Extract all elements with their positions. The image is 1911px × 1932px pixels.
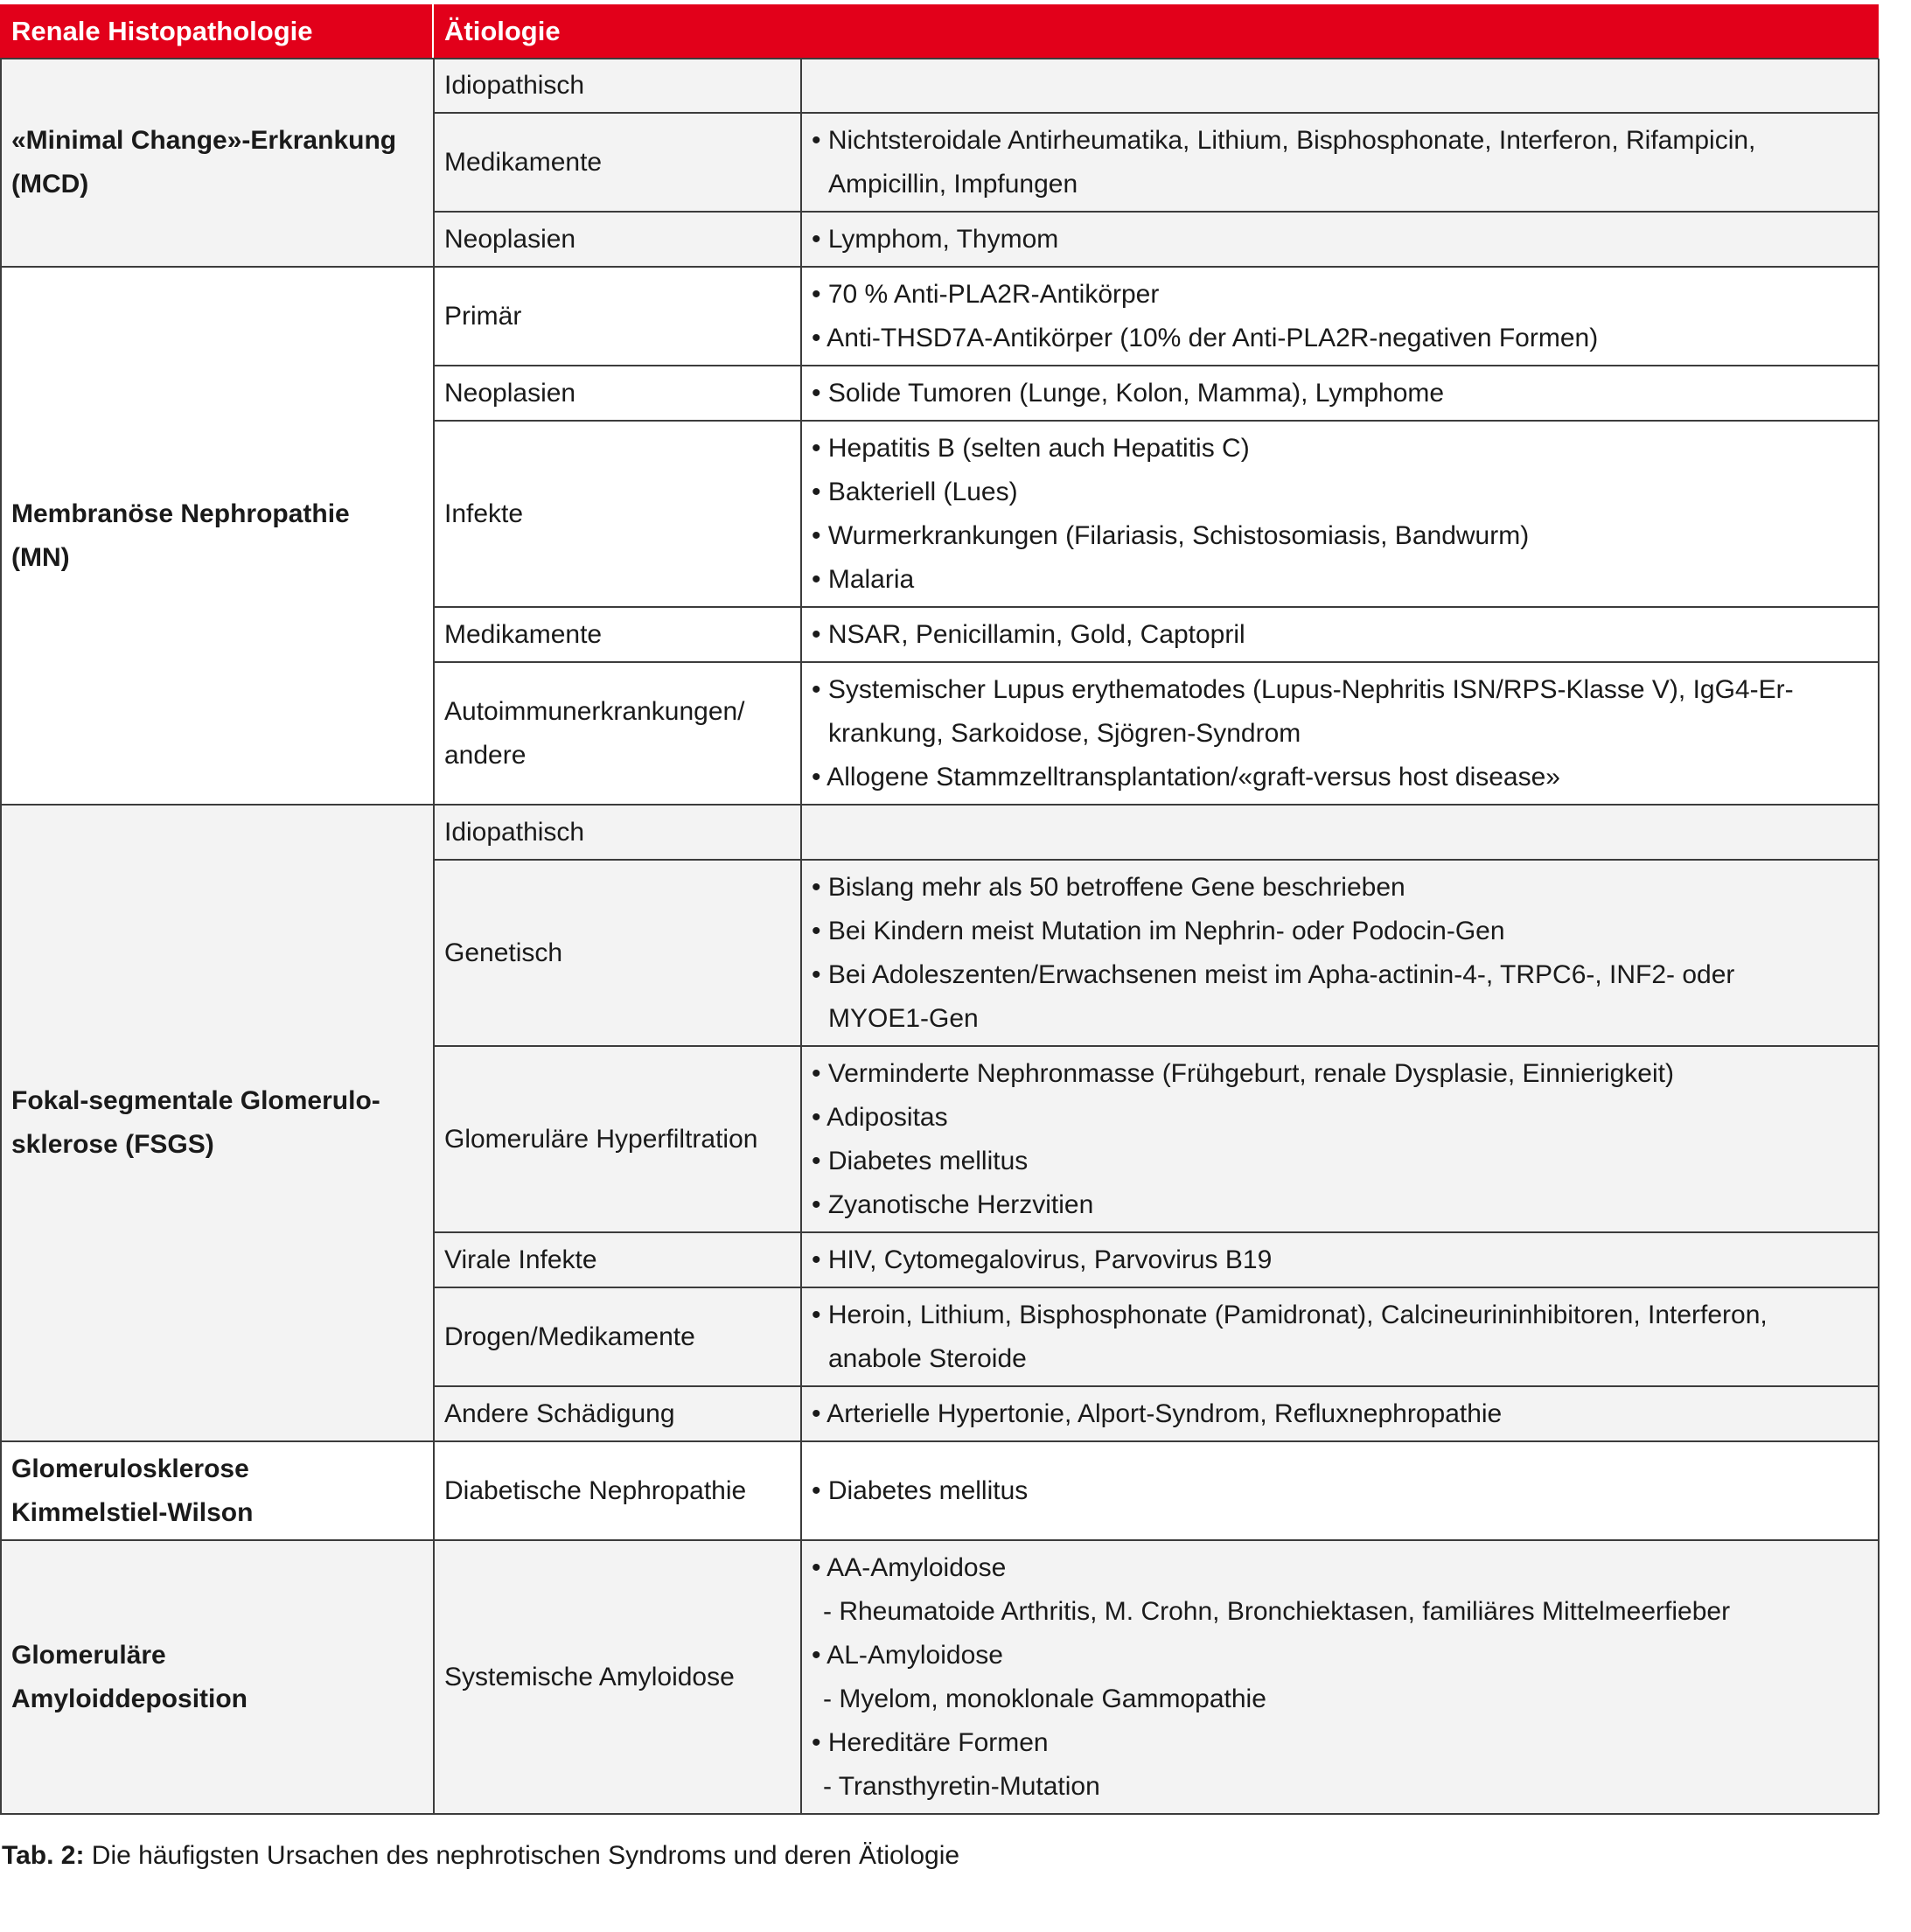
etiology-item: • Nichtsteroidale Antirheumatika, Lithium, Bisphosphonate, Interferon, Rifampicin,: [812, 125, 1756, 155]
etiology-item: • Allogene Stammzelltransplantation/«graft-versus host disease»: [812, 762, 1560, 792]
header-separator: [432, 4, 434, 59]
cause-label: Medikamente: [444, 147, 603, 177]
row-divider: [433, 112, 1879, 114]
etiology-item: • Arterielle Hypertonie, Alport-Syndrom, Refluxnephropathie: [812, 1398, 1503, 1428]
header-etiology: Ätiologie: [433, 4, 1879, 59]
caption-label: Tab. 2:: [2, 1841, 85, 1870]
row-divider: [433, 661, 1879, 663]
row-divider: [433, 211, 1879, 213]
table-caption: [2, 1837, 959, 1875]
row-divider: [433, 606, 1879, 608]
etiology-item: MYOE1-Gen: [828, 1003, 979, 1033]
etiology-item: - Rheumatoide Arthritis, M. Crohn, Bronchiektasen, familiäres Mittelmeerfieber: [823, 1596, 1731, 1626]
etiology-item: • Lymphom, Thymom: [812, 224, 1059, 254]
histopathology-title: (MN): [11, 542, 70, 572]
column-border: [1878, 59, 1880, 1814]
row-divider: [433, 1287, 1879, 1288]
cause-label: Autoimmunerkrankungen/: [444, 696, 745, 726]
cause-label: Primär: [444, 301, 522, 331]
etiology-item: • Heroin, Lithium, Bisphosphonate (Pamidronat), Calcineurininhibitoren, Interferon,: [812, 1300, 1768, 1329]
cause-label: Diabetische Nephropathie: [444, 1475, 747, 1505]
etiology-item: • Solide Tumoren (Lunge, Kolon, Mamma), Lymphome: [812, 378, 1445, 408]
header-histopathology: Renale Histopathologie: [0, 4, 433, 59]
row-divider: [433, 1385, 1879, 1387]
histopathology-title: Kimmelstiel-Wilson: [11, 1497, 254, 1527]
row-divider: [433, 1231, 1879, 1233]
cause-label: Virale Infekte: [444, 1245, 597, 1274]
row-divider: [433, 365, 1879, 366]
histopathology-title: Glomeruläre: [11, 1640, 166, 1670]
histopathology-title: sklerose (FSGS): [11, 1130, 214, 1159]
cause-label: Medikamente: [444, 619, 603, 649]
section-divider: [0, 1440, 1879, 1442]
etiology-item: • Bei Adoleszenten/Erwachsenen meist im Apha-actinin-4-, TRPC6-, INF2- oder: [812, 959, 1735, 989]
row-divider: [433, 859, 1879, 861]
etiology-item: krankung, Sarkoidose, Sjögren-Syndrom: [828, 718, 1301, 748]
etiology-item: • Bei Kindern meist Mutation im Nephrin- oder Podocin-Gen: [812, 916, 1505, 945]
etiology-item: • Diabetes mellitus: [812, 1146, 1029, 1175]
cause-label: Neoplasien: [444, 224, 576, 254]
histopathology-title: (MCD): [11, 170, 89, 199]
etiology-item: • Hereditäre Formen: [812, 1727, 1049, 1757]
row-divider: [433, 420, 1879, 422]
etiology-item: • Bislang mehr als 50 betroffene Gene beschrieben: [812, 872, 1405, 902]
row-divider: [433, 1045, 1879, 1047]
cause-label: Genetisch: [444, 938, 563, 967]
etiology-item: • Wurmerkrankungen (Filariasis, Schistosomiasis, Bandwurm): [812, 520, 1530, 550]
cause-label: Drogen/Medikamente: [444, 1322, 695, 1351]
cause-label: andere: [444, 740, 527, 770]
section-divider: [0, 1539, 1879, 1541]
etiology-item: • Malaria: [812, 564, 915, 594]
histopathology-title: Fokal-segmentale Glomerulo-: [11, 1086, 380, 1115]
cause-label: Idiopathisch: [444, 71, 585, 100]
etiology-item: • Zyanotische Herzvitien: [812, 1189, 1094, 1219]
etiology-item: • Anti-THSD7A-Antikörper (10% der Anti-PLA2R-negativen Formen): [812, 323, 1599, 352]
section-divider: [0, 58, 1879, 59]
column-border: [800, 59, 802, 1814]
cause-label: Infekte: [444, 499, 524, 528]
column-border: [433, 59, 435, 1814]
cause-label: Glomeruläre Hyperfiltration: [444, 1124, 758, 1154]
histopathology-title: Amyloiddeposition: [11, 1684, 248, 1713]
cause-label: Andere Schädigung: [444, 1398, 675, 1428]
cause-label: Idiopathisch: [444, 817, 585, 847]
etiology-item: • Systemischer Lupus erythematodes (Lupus-Nephritis ISN/RPS-Klasse V), IgG4-Er-: [812, 674, 1794, 704]
etiology-item: - Transthyretin-Mutation: [823, 1771, 1100, 1801]
histopathology-title: Membranöse Nephropathie: [11, 499, 350, 528]
etiology-item: • Hepatitis B (selten auch Hepatitis C): [812, 433, 1250, 463]
histopathology-title: «Minimal Change»-Erkrankung: [11, 126, 397, 155]
etiology-item: • Verminderte Nephronmasse (Frühgeburt, renale Dysplasie, Einnierigkeit): [812, 1058, 1674, 1088]
etiology-item: • HIV, Cytomegalovirus, Parvovirus B19: [812, 1245, 1273, 1274]
section-divider: [0, 804, 1879, 806]
cause-label: Systemische Amyloidose: [444, 1662, 735, 1691]
etiology-item: Ampicillin, Impfungen: [828, 169, 1078, 199]
etiology-item: • 70 % Anti-PLA2R-Antikörper: [812, 279, 1160, 309]
table-bottom-border: [0, 1813, 1879, 1815]
etiology-item: • Bakteriell (Lues): [812, 477, 1018, 506]
etiology-item: • Adipositas: [812, 1102, 948, 1132]
etiology-item: • AA-Amyloidose: [812, 1552, 1007, 1582]
etiology-item: anabole Steroide: [828, 1343, 1027, 1373]
caption-text: Die häufigsten Ursachen des nephrotischen Syndroms und deren Ätiologie: [84, 1841, 960, 1870]
cause-label: Neoplasien: [444, 378, 576, 408]
section-divider: [0, 266, 1879, 268]
etiology-item: • NSAR, Penicillamin, Gold, Captopril: [812, 619, 1245, 649]
etiology-item: - Myelom, monoklonale Gammopathie: [823, 1684, 1266, 1713]
column-border: [0, 59, 2, 1814]
etiology-item: • AL-Amyloidose: [812, 1640, 1003, 1670]
histopathology-title: Glomerulosklerose: [11, 1454, 249, 1483]
etiology-item: • Diabetes mellitus: [812, 1475, 1029, 1505]
